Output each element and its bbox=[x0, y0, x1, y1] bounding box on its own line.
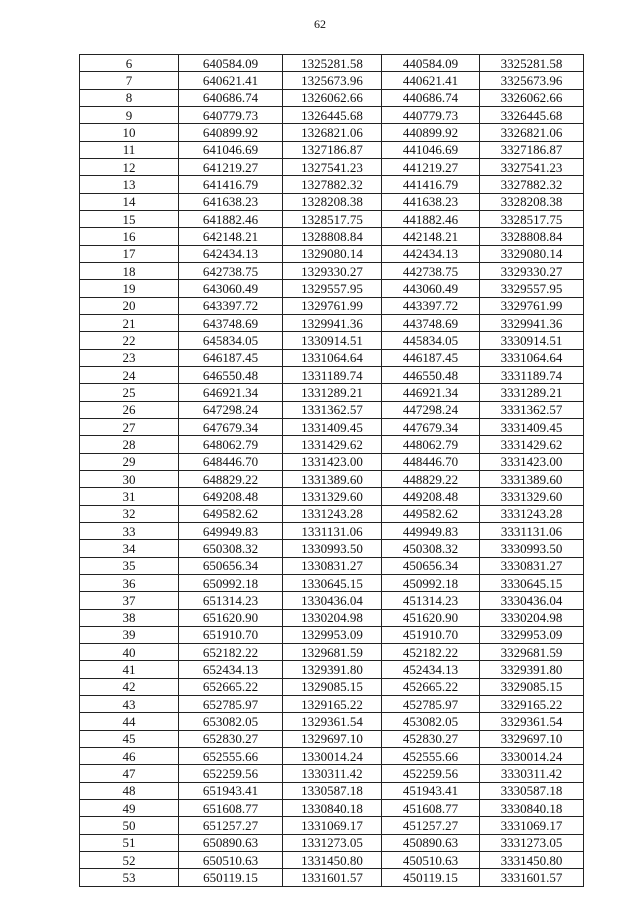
y-coordinate-cell: 1331289.21 bbox=[283, 384, 382, 401]
point-number-cell: 26 bbox=[80, 401, 179, 418]
point-number-cell: 31 bbox=[80, 488, 179, 505]
y-coordinate-cell: 1331601.57 bbox=[283, 869, 382, 886]
table-row bbox=[80, 713, 584, 730]
y2-coordinate-cell: 3330587.18 bbox=[480, 782, 584, 799]
x-coordinate-cell: 651314.23 bbox=[179, 592, 283, 609]
point-number-cell: 41 bbox=[80, 661, 179, 678]
point-number-cell: 23 bbox=[80, 349, 179, 366]
x2-coordinate-cell: 452665.22 bbox=[382, 678, 480, 695]
y-coordinate-cell: 1331069.17 bbox=[283, 817, 382, 834]
table-row bbox=[80, 609, 584, 626]
y2-coordinate-cell: 3331329.60 bbox=[480, 488, 584, 505]
table-row bbox=[80, 574, 584, 591]
y2-coordinate-cell: 3325673.96 bbox=[480, 72, 584, 89]
y2-coordinate-cell: 3331450.80 bbox=[480, 852, 584, 869]
y-coordinate-cell: 1331389.60 bbox=[283, 470, 382, 487]
table-row bbox=[80, 176, 584, 193]
x-coordinate-cell: 643748.69 bbox=[179, 314, 283, 331]
table-row bbox=[80, 522, 584, 539]
y2-coordinate-cell: 3329361.54 bbox=[480, 713, 584, 730]
y-coordinate-cell: 1329361.54 bbox=[283, 713, 382, 730]
point-number-cell: 28 bbox=[80, 436, 179, 453]
y-coordinate-cell: 1331131.06 bbox=[283, 522, 382, 539]
x2-coordinate-cell: 440584.09 bbox=[382, 55, 480, 72]
point-number-cell: 16 bbox=[80, 228, 179, 245]
x2-coordinate-cell: 441638.23 bbox=[382, 193, 480, 210]
y2-coordinate-cell: 3331069.17 bbox=[480, 817, 584, 834]
point-number-cell: 13 bbox=[80, 176, 179, 193]
y-coordinate-cell: 1329761.99 bbox=[283, 297, 382, 314]
x-coordinate-cell: 640899.92 bbox=[179, 124, 283, 141]
x2-coordinate-cell: 446187.45 bbox=[382, 349, 480, 366]
x2-coordinate-cell: 450992.18 bbox=[382, 574, 480, 591]
x2-coordinate-cell: 447298.24 bbox=[382, 401, 480, 418]
table-row bbox=[80, 332, 584, 349]
x2-coordinate-cell: 448062.79 bbox=[382, 436, 480, 453]
y2-coordinate-cell: 3325281.58 bbox=[480, 55, 584, 72]
table-row bbox=[80, 696, 584, 713]
y-coordinate-cell: 1331243.28 bbox=[283, 505, 382, 522]
x-coordinate-cell: 650510.63 bbox=[179, 852, 283, 869]
x2-coordinate-cell: 452785.97 bbox=[382, 696, 480, 713]
y-coordinate-cell: 1328808.84 bbox=[283, 228, 382, 245]
x-coordinate-cell: 650308.32 bbox=[179, 540, 283, 557]
table-row bbox=[80, 314, 584, 331]
point-number-cell: 36 bbox=[80, 574, 179, 591]
x2-coordinate-cell: 440899.92 bbox=[382, 124, 480, 141]
y-coordinate-cell: 1331450.80 bbox=[283, 852, 382, 869]
x2-coordinate-cell: 451257.27 bbox=[382, 817, 480, 834]
point-number-cell: 30 bbox=[80, 470, 179, 487]
y2-coordinate-cell: 3331289.21 bbox=[480, 384, 584, 401]
point-number-cell: 43 bbox=[80, 696, 179, 713]
table-row bbox=[80, 418, 584, 435]
point-number-cell: 51 bbox=[80, 834, 179, 851]
point-number-cell: 21 bbox=[80, 314, 179, 331]
x-coordinate-cell: 650890.63 bbox=[179, 834, 283, 851]
y2-coordinate-cell: 3331131.06 bbox=[480, 522, 584, 539]
x2-coordinate-cell: 446921.34 bbox=[382, 384, 480, 401]
y2-coordinate-cell: 3327882.32 bbox=[480, 176, 584, 193]
point-number-cell: 8 bbox=[80, 89, 179, 106]
point-number-cell: 37 bbox=[80, 592, 179, 609]
table-row bbox=[80, 800, 584, 817]
table-row bbox=[80, 55, 584, 72]
y2-coordinate-cell: 3329080.14 bbox=[480, 245, 584, 262]
point-number-cell: 9 bbox=[80, 106, 179, 123]
x2-coordinate-cell: 445834.05 bbox=[382, 332, 480, 349]
table-row bbox=[80, 89, 584, 106]
table-row bbox=[80, 384, 584, 401]
point-number-cell: 34 bbox=[80, 540, 179, 557]
point-number-cell: 12 bbox=[80, 158, 179, 175]
x-coordinate-cell: 640686.74 bbox=[179, 89, 283, 106]
table-row bbox=[80, 626, 584, 643]
y2-coordinate-cell: 3329941.36 bbox=[480, 314, 584, 331]
y2-coordinate-cell: 3326821.06 bbox=[480, 124, 584, 141]
x2-coordinate-cell: 451608.77 bbox=[382, 800, 480, 817]
table-row bbox=[80, 297, 584, 314]
y2-coordinate-cell: 3330831.27 bbox=[480, 557, 584, 574]
y-coordinate-cell: 1331429.62 bbox=[283, 436, 382, 453]
y2-coordinate-cell: 3331389.60 bbox=[480, 470, 584, 487]
x2-coordinate-cell: 449582.62 bbox=[382, 505, 480, 522]
y-coordinate-cell: 1329330.27 bbox=[283, 262, 382, 279]
y-coordinate-cell: 1331423.00 bbox=[283, 453, 382, 470]
y-coordinate-cell: 1330436.04 bbox=[283, 592, 382, 609]
y-coordinate-cell: 1327541.23 bbox=[283, 158, 382, 175]
table-row bbox=[80, 852, 584, 869]
table-row bbox=[80, 141, 584, 158]
x-coordinate-cell: 641046.69 bbox=[179, 141, 283, 158]
point-number-cell: 6 bbox=[80, 55, 179, 72]
y-coordinate-cell: 1329391.80 bbox=[283, 661, 382, 678]
x-coordinate-cell: 648446.70 bbox=[179, 453, 283, 470]
y-coordinate-cell: 1331409.45 bbox=[283, 418, 382, 435]
x-coordinate-cell: 646187.45 bbox=[179, 349, 283, 366]
y2-coordinate-cell: 3326062.66 bbox=[480, 89, 584, 106]
x-coordinate-cell: 642434.13 bbox=[179, 245, 283, 262]
y-coordinate-cell: 1328208.38 bbox=[283, 193, 382, 210]
point-number-cell: 50 bbox=[80, 817, 179, 834]
point-number-cell: 17 bbox=[80, 245, 179, 262]
y2-coordinate-cell: 3328808.84 bbox=[480, 228, 584, 245]
y2-coordinate-cell: 3327541.23 bbox=[480, 158, 584, 175]
coordinates-table bbox=[79, 54, 584, 887]
y-coordinate-cell: 1329557.95 bbox=[283, 280, 382, 297]
table-row bbox=[80, 834, 584, 851]
point-number-cell: 10 bbox=[80, 124, 179, 141]
table-row bbox=[80, 765, 584, 782]
y-coordinate-cell: 1330014.24 bbox=[283, 748, 382, 765]
table-row bbox=[80, 280, 584, 297]
y-coordinate-cell: 1326445.68 bbox=[283, 106, 382, 123]
x2-coordinate-cell: 441416.79 bbox=[382, 176, 480, 193]
y-coordinate-cell: 1329941.36 bbox=[283, 314, 382, 331]
y2-coordinate-cell: 3331189.74 bbox=[480, 366, 584, 383]
x2-coordinate-cell: 446550.48 bbox=[382, 366, 480, 383]
y2-coordinate-cell: 3331273.05 bbox=[480, 834, 584, 851]
x-coordinate-cell: 652182.22 bbox=[179, 644, 283, 661]
x-coordinate-cell: 641219.27 bbox=[179, 158, 283, 175]
point-number-cell: 48 bbox=[80, 782, 179, 799]
table-row bbox=[80, 210, 584, 227]
y2-coordinate-cell: 3330311.42 bbox=[480, 765, 584, 782]
x2-coordinate-cell: 441219.27 bbox=[382, 158, 480, 175]
x-coordinate-cell: 653082.05 bbox=[179, 713, 283, 730]
y2-coordinate-cell: 3331409.45 bbox=[480, 418, 584, 435]
x-coordinate-cell: 651257.27 bbox=[179, 817, 283, 834]
x2-coordinate-cell: 451910.70 bbox=[382, 626, 480, 643]
x-coordinate-cell: 649582.62 bbox=[179, 505, 283, 522]
x-coordinate-cell: 652259.56 bbox=[179, 765, 283, 782]
point-number-cell: 24 bbox=[80, 366, 179, 383]
y2-coordinate-cell: 3328208.38 bbox=[480, 193, 584, 210]
point-number-cell: 18 bbox=[80, 262, 179, 279]
point-number-cell: 53 bbox=[80, 869, 179, 886]
point-number-cell: 32 bbox=[80, 505, 179, 522]
y-coordinate-cell: 1331329.60 bbox=[283, 488, 382, 505]
x-coordinate-cell: 642148.21 bbox=[179, 228, 283, 245]
x2-coordinate-cell: 449208.48 bbox=[382, 488, 480, 505]
y2-coordinate-cell: 3329697.10 bbox=[480, 730, 584, 747]
y2-coordinate-cell: 3329391.80 bbox=[480, 661, 584, 678]
x-coordinate-cell: 649208.48 bbox=[179, 488, 283, 505]
x2-coordinate-cell: 441046.69 bbox=[382, 141, 480, 158]
point-number-cell: 27 bbox=[80, 418, 179, 435]
y-coordinate-cell: 1330204.98 bbox=[283, 609, 382, 626]
y2-coordinate-cell: 3329557.95 bbox=[480, 280, 584, 297]
x2-coordinate-cell: 450510.63 bbox=[382, 852, 480, 869]
y-coordinate-cell: 1329697.10 bbox=[283, 730, 382, 747]
table-row bbox=[80, 505, 584, 522]
y2-coordinate-cell: 3330914.51 bbox=[480, 332, 584, 349]
y-coordinate-cell: 1330993.50 bbox=[283, 540, 382, 557]
y-coordinate-cell: 1331362.57 bbox=[283, 401, 382, 418]
x-coordinate-cell: 641638.23 bbox=[179, 193, 283, 210]
y-coordinate-cell: 1327186.87 bbox=[283, 141, 382, 158]
x2-coordinate-cell: 450308.32 bbox=[382, 540, 480, 557]
x2-coordinate-cell: 449949.83 bbox=[382, 522, 480, 539]
x2-coordinate-cell: 452434.13 bbox=[382, 661, 480, 678]
x-coordinate-cell: 652555.66 bbox=[179, 748, 283, 765]
point-number-cell: 14 bbox=[80, 193, 179, 210]
x2-coordinate-cell: 451314.23 bbox=[382, 592, 480, 609]
x-coordinate-cell: 647298.24 bbox=[179, 401, 283, 418]
point-number-cell: 38 bbox=[80, 609, 179, 626]
x-coordinate-cell: 645834.05 bbox=[179, 332, 283, 349]
x2-coordinate-cell: 440686.74 bbox=[382, 89, 480, 106]
table-row bbox=[80, 661, 584, 678]
y2-coordinate-cell: 3329681.59 bbox=[480, 644, 584, 661]
table-row bbox=[80, 228, 584, 245]
x-coordinate-cell: 652665.22 bbox=[179, 678, 283, 695]
x2-coordinate-cell: 443060.49 bbox=[382, 280, 480, 297]
point-number-cell: 33 bbox=[80, 522, 179, 539]
table-row bbox=[80, 592, 584, 609]
point-number-cell: 35 bbox=[80, 557, 179, 574]
table-row bbox=[80, 644, 584, 661]
table-row bbox=[80, 106, 584, 123]
x-coordinate-cell: 651910.70 bbox=[179, 626, 283, 643]
x2-coordinate-cell: 450890.63 bbox=[382, 834, 480, 851]
x2-coordinate-cell: 447679.34 bbox=[382, 418, 480, 435]
y-coordinate-cell: 1330831.27 bbox=[283, 557, 382, 574]
y2-coordinate-cell: 3327186.87 bbox=[480, 141, 584, 158]
table-row bbox=[80, 366, 584, 383]
point-number-cell: 47 bbox=[80, 765, 179, 782]
x2-coordinate-cell: 452182.22 bbox=[382, 644, 480, 661]
x-coordinate-cell: 652434.13 bbox=[179, 661, 283, 678]
y-coordinate-cell: 1330311.42 bbox=[283, 765, 382, 782]
y-coordinate-cell: 1325673.96 bbox=[283, 72, 382, 89]
point-number-cell: 11 bbox=[80, 141, 179, 158]
table-row bbox=[80, 488, 584, 505]
point-number-cell: 39 bbox=[80, 626, 179, 643]
x2-coordinate-cell: 452830.27 bbox=[382, 730, 480, 747]
y2-coordinate-cell: 3330645.15 bbox=[480, 574, 584, 591]
y2-coordinate-cell: 3331601.57 bbox=[480, 869, 584, 886]
y2-coordinate-cell: 3330204.98 bbox=[480, 609, 584, 626]
table-row bbox=[80, 349, 584, 366]
x2-coordinate-cell: 450656.34 bbox=[382, 557, 480, 574]
table-row bbox=[80, 470, 584, 487]
point-number-cell: 46 bbox=[80, 748, 179, 765]
x2-coordinate-cell: 452259.56 bbox=[382, 765, 480, 782]
y2-coordinate-cell: 3329330.27 bbox=[480, 262, 584, 279]
y2-coordinate-cell: 3331243.28 bbox=[480, 505, 584, 522]
x-coordinate-cell: 651620.90 bbox=[179, 609, 283, 626]
x2-coordinate-cell: 440779.73 bbox=[382, 106, 480, 123]
table-row bbox=[80, 124, 584, 141]
table-row bbox=[80, 869, 584, 886]
y-coordinate-cell: 1330840.18 bbox=[283, 800, 382, 817]
y-coordinate-cell: 1329953.09 bbox=[283, 626, 382, 643]
point-number-cell: 45 bbox=[80, 730, 179, 747]
table-row bbox=[80, 730, 584, 747]
point-number-cell: 42 bbox=[80, 678, 179, 695]
y2-coordinate-cell: 3331429.62 bbox=[480, 436, 584, 453]
x-coordinate-cell: 651608.77 bbox=[179, 800, 283, 817]
y2-coordinate-cell: 3329165.22 bbox=[480, 696, 584, 713]
x-coordinate-cell: 640621.41 bbox=[179, 72, 283, 89]
y-coordinate-cell: 1326821.06 bbox=[283, 124, 382, 141]
y2-coordinate-cell: 3330993.50 bbox=[480, 540, 584, 557]
table-row bbox=[80, 678, 584, 695]
point-number-cell: 52 bbox=[80, 852, 179, 869]
x-coordinate-cell: 648829.22 bbox=[179, 470, 283, 487]
table-row bbox=[80, 245, 584, 262]
y-coordinate-cell: 1328517.75 bbox=[283, 210, 382, 227]
y-coordinate-cell: 1325281.58 bbox=[283, 55, 382, 72]
table-row bbox=[80, 540, 584, 557]
x2-coordinate-cell: 453082.05 bbox=[382, 713, 480, 730]
x2-coordinate-cell: 451943.41 bbox=[382, 782, 480, 799]
page-number: 62 bbox=[314, 17, 326, 31]
x2-coordinate-cell: 442148.21 bbox=[382, 228, 480, 245]
table-row bbox=[80, 782, 584, 799]
coordinates-table-body bbox=[80, 55, 584, 887]
point-number-cell: 44 bbox=[80, 713, 179, 730]
y-coordinate-cell: 1331064.64 bbox=[283, 349, 382, 366]
y-coordinate-cell: 1330645.15 bbox=[283, 574, 382, 591]
table-row bbox=[80, 193, 584, 210]
y2-coordinate-cell: 3326445.68 bbox=[480, 106, 584, 123]
x-coordinate-cell: 650656.34 bbox=[179, 557, 283, 574]
y2-coordinate-cell: 3330436.04 bbox=[480, 592, 584, 609]
y2-coordinate-cell: 3331423.00 bbox=[480, 453, 584, 470]
table-row bbox=[80, 72, 584, 89]
x-coordinate-cell: 641882.46 bbox=[179, 210, 283, 227]
x-coordinate-cell: 646550.48 bbox=[179, 366, 283, 383]
y2-coordinate-cell: 3329085.15 bbox=[480, 678, 584, 695]
y2-coordinate-cell: 3329953.09 bbox=[480, 626, 584, 643]
y-coordinate-cell: 1331189.74 bbox=[283, 366, 382, 383]
x-coordinate-cell: 640779.73 bbox=[179, 106, 283, 123]
x-coordinate-cell: 652785.97 bbox=[179, 696, 283, 713]
y-coordinate-cell: 1330914.51 bbox=[283, 332, 382, 349]
x-coordinate-cell: 642738.75 bbox=[179, 262, 283, 279]
x-coordinate-cell: 648062.79 bbox=[179, 436, 283, 453]
y-coordinate-cell: 1329681.59 bbox=[283, 644, 382, 661]
y-coordinate-cell: 1330587.18 bbox=[283, 782, 382, 799]
x2-coordinate-cell: 451620.90 bbox=[382, 609, 480, 626]
x2-coordinate-cell: 448446.70 bbox=[382, 453, 480, 470]
x2-coordinate-cell: 441882.46 bbox=[382, 210, 480, 227]
x2-coordinate-cell: 450119.15 bbox=[382, 869, 480, 886]
x-coordinate-cell: 650119.15 bbox=[179, 869, 283, 886]
x-coordinate-cell: 641416.79 bbox=[179, 176, 283, 193]
y-coordinate-cell: 1326062.66 bbox=[283, 89, 382, 106]
x-coordinate-cell: 647679.34 bbox=[179, 418, 283, 435]
y-coordinate-cell: 1329085.15 bbox=[283, 678, 382, 695]
x-coordinate-cell: 643397.72 bbox=[179, 297, 283, 314]
y-coordinate-cell: 1327882.32 bbox=[283, 176, 382, 193]
y2-coordinate-cell: 3331362.57 bbox=[480, 401, 584, 418]
x2-coordinate-cell: 442434.13 bbox=[382, 245, 480, 262]
point-number-cell: 40 bbox=[80, 644, 179, 661]
table-row bbox=[80, 557, 584, 574]
table-row bbox=[80, 262, 584, 279]
point-number-cell: 15 bbox=[80, 210, 179, 227]
x2-coordinate-cell: 452555.66 bbox=[382, 748, 480, 765]
x2-coordinate-cell: 443748.69 bbox=[382, 314, 480, 331]
point-number-cell: 29 bbox=[80, 453, 179, 470]
y-coordinate-cell: 1329165.22 bbox=[283, 696, 382, 713]
y2-coordinate-cell: 3330840.18 bbox=[480, 800, 584, 817]
y2-coordinate-cell: 3331064.64 bbox=[480, 349, 584, 366]
point-number-cell: 19 bbox=[80, 280, 179, 297]
y2-coordinate-cell: 3328517.75 bbox=[480, 210, 584, 227]
x2-coordinate-cell: 448829.22 bbox=[382, 470, 480, 487]
point-number-cell: 49 bbox=[80, 800, 179, 817]
x-coordinate-cell: 649949.83 bbox=[179, 522, 283, 539]
table-row bbox=[80, 817, 584, 834]
x2-coordinate-cell: 440621.41 bbox=[382, 72, 480, 89]
x-coordinate-cell: 643060.49 bbox=[179, 280, 283, 297]
x-coordinate-cell: 650992.18 bbox=[179, 574, 283, 591]
x-coordinate-cell: 652830.27 bbox=[179, 730, 283, 747]
table-row bbox=[80, 436, 584, 453]
point-number-cell: 20 bbox=[80, 297, 179, 314]
x2-coordinate-cell: 442738.75 bbox=[382, 262, 480, 279]
y2-coordinate-cell: 3330014.24 bbox=[480, 748, 584, 765]
point-number-cell: 25 bbox=[80, 384, 179, 401]
table-row bbox=[80, 401, 584, 418]
table-row bbox=[80, 748, 584, 765]
point-number-cell: 7 bbox=[80, 72, 179, 89]
x-coordinate-cell: 651943.41 bbox=[179, 782, 283, 799]
table-row bbox=[80, 158, 584, 175]
y-coordinate-cell: 1329080.14 bbox=[283, 245, 382, 262]
y2-coordinate-cell: 3329761.99 bbox=[480, 297, 584, 314]
x-coordinate-cell: 646921.34 bbox=[179, 384, 283, 401]
point-number-cell: 22 bbox=[80, 332, 179, 349]
y-coordinate-cell: 1331273.05 bbox=[283, 834, 382, 851]
x2-coordinate-cell: 443397.72 bbox=[382, 297, 480, 314]
x-coordinate-cell: 640584.09 bbox=[179, 55, 283, 72]
table-row bbox=[80, 453, 584, 470]
